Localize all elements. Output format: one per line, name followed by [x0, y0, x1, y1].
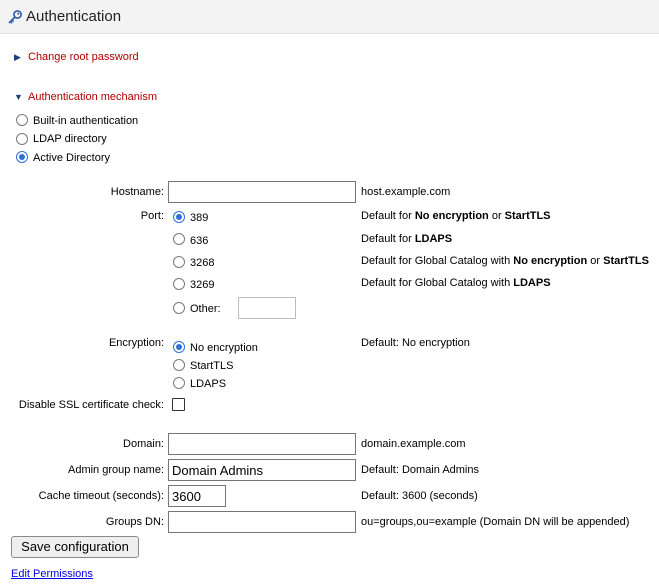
port-3268-hint: Default for Global Catalog with No encryption or StartTLS: [361, 255, 649, 267]
radio-port-3268[interactable]: [173, 256, 185, 268]
ssl-check-label: Disable SSL certificate check:: [18, 399, 164, 411]
builtin-auth-label: Built-in authentication: [33, 115, 139, 127]
page-header: [0, 0, 659, 34]
encryption-hint: Default: No encryption: [361, 337, 470, 349]
port-other-label: Other:: [190, 303, 221, 315]
ldap-directory-label: LDAP directory: [33, 133, 107, 145]
radio-port-other[interactable]: [173, 302, 185, 314]
section-change-root-password[interactable]: [14, 51, 139, 63]
radio-ldaps[interactable]: [173, 377, 185, 389]
key-icon: [7, 9, 23, 25]
hostname-input[interactable]: [168, 181, 356, 203]
admin-group-input[interactable]: [168, 459, 356, 481]
cache-timeout-hint: Default: 3600 (seconds): [361, 490, 478, 502]
port-636-hint: Default for LDAPS: [361, 233, 453, 245]
page-title: Authentication: [26, 8, 122, 25]
cache-timeout-input[interactable]: [168, 485, 226, 507]
ldaps-label: LDAPS: [190, 378, 227, 390]
domain-label: Domain:: [123, 438, 164, 450]
port-389-label: 389: [190, 212, 209, 224]
active-directory-label: Active Directory: [33, 152, 111, 164]
radio-port-3269[interactable]: [173, 278, 185, 290]
radio-ldap-directory[interactable]: [16, 133, 28, 145]
radio-builtin-auth[interactable]: [16, 114, 28, 126]
port-other-input[interactable]: [238, 297, 296, 319]
edit-permissions-link[interactable]: Edit Permissions: [11, 568, 93, 580]
triangle-down-icon: ▼: [14, 92, 23, 102]
admin-group-label: Admin group name:: [68, 464, 164, 476]
cache-timeout-label: Cache timeout (seconds):: [38, 490, 164, 502]
section-change-root-password-label: Change root password: [28, 51, 139, 63]
groups-dn-input[interactable]: [168, 511, 356, 533]
save-configuration-button[interactable]: Save configuration: [11, 536, 139, 558]
groups-dn-hint: ou=groups,ou=example (Domain DN will be appended): [361, 516, 630, 528]
radio-port-389[interactable]: [173, 211, 185, 223]
port-636-label: 636: [190, 235, 209, 247]
ssl-check-checkbox[interactable]: [172, 398, 185, 411]
domain-input[interactable]: [168, 433, 356, 455]
radio-no-encryption[interactable]: [173, 341, 185, 353]
no-encryption-label: No encryption: [190, 342, 258, 354]
section-authentication-mechanism-label: Authentication mechanism: [28, 91, 158, 103]
triangle-right-icon: ▶: [14, 52, 21, 62]
admin-group-hint: Default: Domain Admins: [361, 464, 479, 476]
hostname-hint: host.example.com: [361, 186, 451, 198]
radio-port-636[interactable]: [173, 233, 185, 245]
section-authentication-mechanism[interactable]: [14, 91, 157, 103]
groups-dn-label: Groups DN:: [105, 516, 164, 528]
port-389-hint: Default for No encryption or StartTLS: [361, 210, 551, 222]
port-3268-label: 3268: [190, 257, 215, 269]
starttls-label: StartTLS: [190, 360, 234, 372]
hostname-label: Hostname:: [110, 186, 164, 198]
radio-active-directory[interactable]: [16, 151, 28, 163]
port-3269-label: 3269: [190, 279, 215, 291]
encryption-label: Encryption:: [108, 337, 164, 349]
domain-hint: domain.example.com: [361, 438, 466, 450]
port-3269-hint: Default for Global Catalog with LDAPS: [361, 277, 551, 289]
radio-starttls[interactable]: [173, 359, 185, 371]
port-label: Port:: [140, 210, 164, 222]
